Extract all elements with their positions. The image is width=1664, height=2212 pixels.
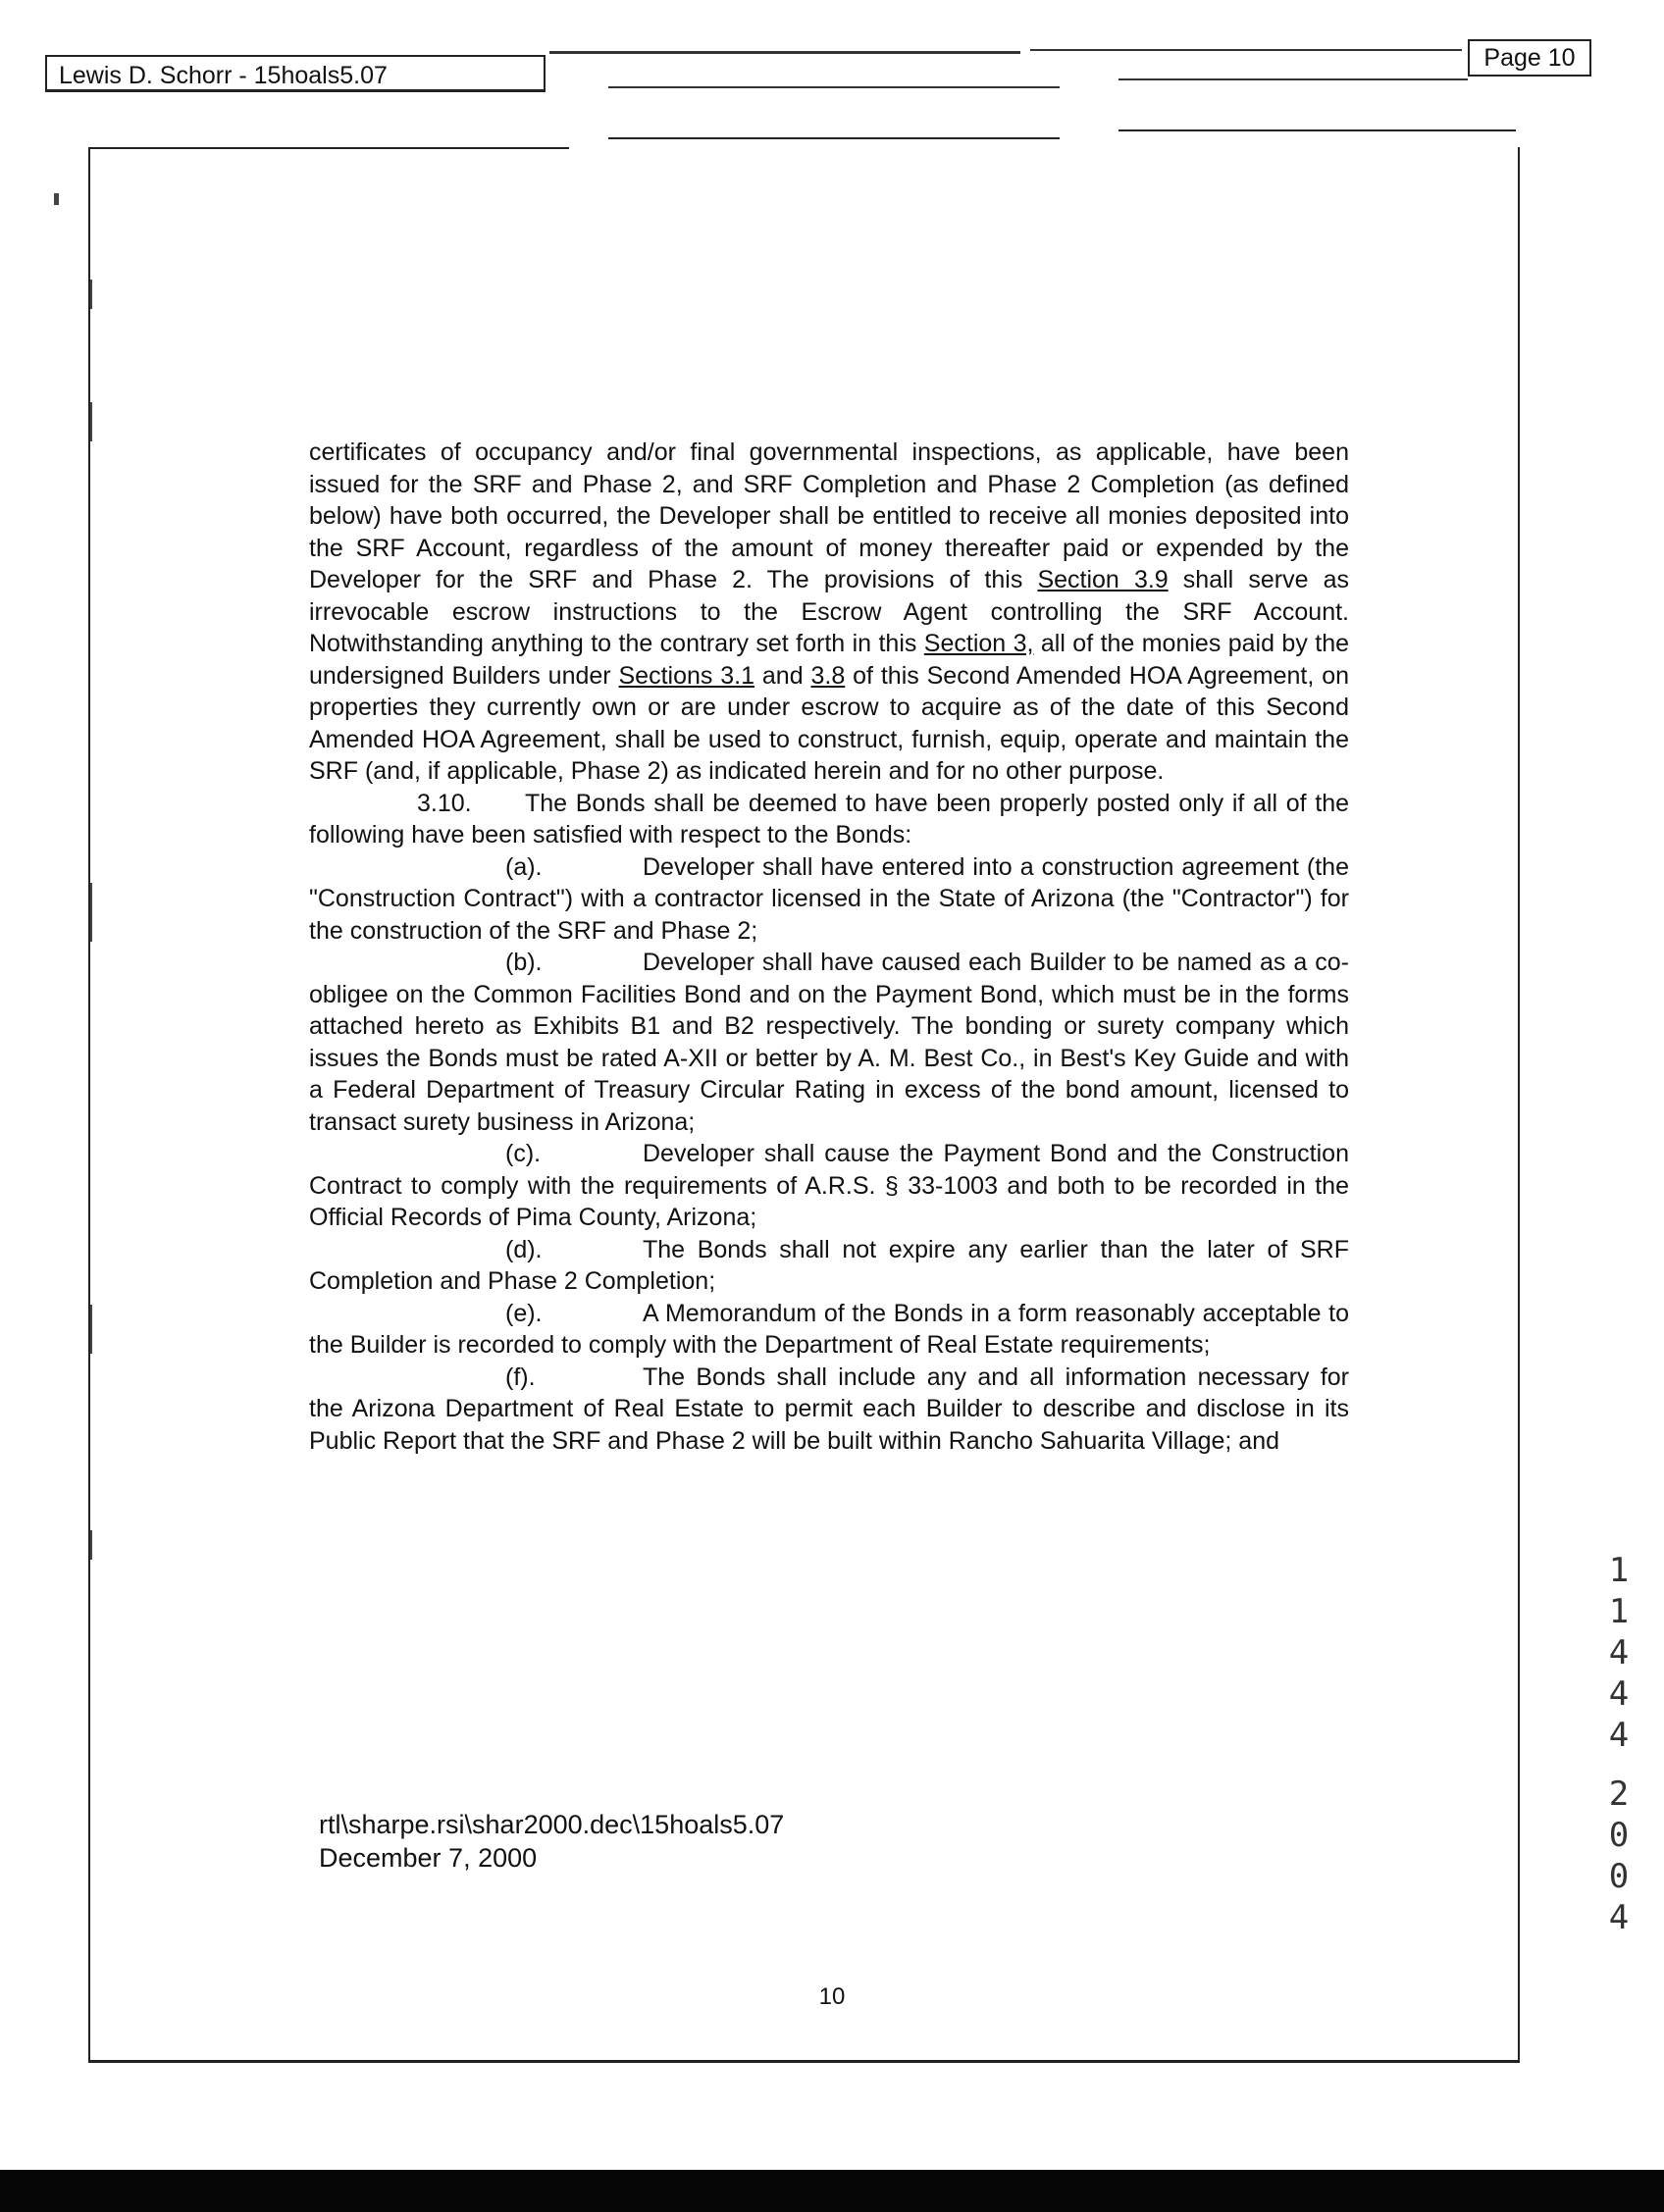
bates-digit: 1 xyxy=(1608,1551,1630,1590)
header-rule-3 xyxy=(608,86,1060,88)
item-label: (c). xyxy=(505,1140,542,1167)
list-item-e: (e). A Memorandum of the Bonds in a form reasonably acceptable to the Builder is recorded to comply with the Department of Real Estate requirements; xyxy=(309,1299,1349,1359)
page-number: 10 xyxy=(818,1983,846,2010)
item-label: (b). xyxy=(505,949,543,976)
section-reference: Section 3.9 xyxy=(1037,566,1169,593)
item-label: (d). xyxy=(505,1235,543,1263)
list-item-b: (b). Developer shall have caused each Builder to be named as a co-obligee on the Common Facilities Bond and on the Payment Bond, which must be in the forms attached hereto as Exhibits B1 and B2 respectively. The bonding or surety company which issues the Bonds must be rated A-XII or better by A. M. Best Co., in Best's Key Guide and with a Federal Department of Treasury Circular Rating in excess of the bond amount, licensed to transact surety business in Arizona; xyxy=(309,949,1349,1136)
bates-digit: 1 xyxy=(1608,1592,1630,1631)
section-number: 3.10. xyxy=(417,789,472,817)
section-reference: 3.8 xyxy=(810,661,846,690)
bates-digit: 2 xyxy=(1608,1775,1630,1814)
frame-top-mid xyxy=(608,137,1060,139)
section-reference: Section 3, xyxy=(923,630,1034,657)
scan-border xyxy=(0,2170,1664,2212)
section-3-10: 3.10. The Bonds shall be deemed to have been properly posted only if all of the following have been satisfied with respect to the Bonds: xyxy=(309,789,1349,849)
list-item-a: (a). Developer shall have entered into a construction agreement (the "Construction Contract") with a contractor licensed in the State of Arizona (the "Contractor") for the construction of the SRF and Phase 2; xyxy=(309,852,1349,945)
file-path: rtl\sharpe.rsi\shar2000.dec\15hoals5.07 xyxy=(319,1810,785,1839)
item-label: (e). xyxy=(505,1299,543,1327)
bates-digit: 4 xyxy=(1608,1898,1630,1937)
list-item-f: (f). The Bonds shall include any and all information necessary for the Arizona Department of Real Estate to permit each Builder to describe and disclose in its Public Report that the SRF and Phase 2 will be built within Rancho Sahuarita Village; and xyxy=(309,1363,1349,1455)
margin-mark xyxy=(90,280,92,309)
bates-digit: 4 xyxy=(1608,1674,1630,1714)
list-item-d: (d). The Bonds shall not expire any earlier than the later of SRF Completion and Phase 2 Completion; xyxy=(309,1235,1349,1295)
header-rule-1 xyxy=(549,51,1020,54)
bates-digit: 0 xyxy=(1608,1816,1630,1855)
bates-digit: 4 xyxy=(1608,1716,1630,1755)
section-reference: Sections 3.1 xyxy=(618,661,755,690)
item-label: (a). xyxy=(505,852,543,881)
margin-mark xyxy=(90,1530,92,1560)
list-item-c: (c). Developer shall cause the Payment Bond and the Construction Contract to comply with the requirements of A.R.S. § 33-1003 and both to be recorded in the Official Records of Pima County, Arizona; xyxy=(309,1140,1349,1231)
margin-mark xyxy=(90,402,92,441)
margin-mark xyxy=(90,1305,92,1354)
header-rule-4 xyxy=(1118,78,1468,80)
document-body xyxy=(309,437,1349,1457)
bates-number xyxy=(1601,1550,1637,1938)
margin-mark xyxy=(90,883,92,942)
page-label: Page 10 xyxy=(1468,39,1591,77)
bates-digit: 0 xyxy=(1608,1857,1630,1896)
header-rule-2 xyxy=(1030,49,1462,51)
document-footer xyxy=(319,1808,784,1875)
item-label: (f). xyxy=(505,1363,536,1391)
document-date: December 7, 2000 xyxy=(319,1843,538,1873)
margin-mark xyxy=(54,193,59,205)
continuation-paragraph: certificates of occupancy and/or final governmental inspections, as applicable, have been issued for the SRF and Phase 2, and SRF Completion and Phase 2 Completion (as defined below) have both occurred, the Developer shall be entitled to receive all monies deposited into the SRF Account, regardless of the amount of money thereafter paid or expended by the Developer for the SRF and Phase 2. The provisions of this Section 3.9 shall serve as irrevocable escrow instructions to the Escrow Agent controlling the SRF Account. Notwithstanding anything to the contrary set forth in this Section 3, all of the monies paid by the undersigned Builders under Sections 3.1 and 3.8 of this Second Amended HOA Agreement, on properties they currently own or are under escrow to acquire as of the date of this Second Amended HOA Agreement, shall be used to construct, furnish, equip, operate and maintain the SRF (and, if applicable, Phase 2) as indicated herein and for no other purpose. xyxy=(309,438,1349,785)
frame-top-right xyxy=(1118,129,1516,131)
bates-digit: 4 xyxy=(1608,1633,1630,1672)
document-label: Lewis D. Schorr - 15hoals5.07 xyxy=(45,55,546,92)
